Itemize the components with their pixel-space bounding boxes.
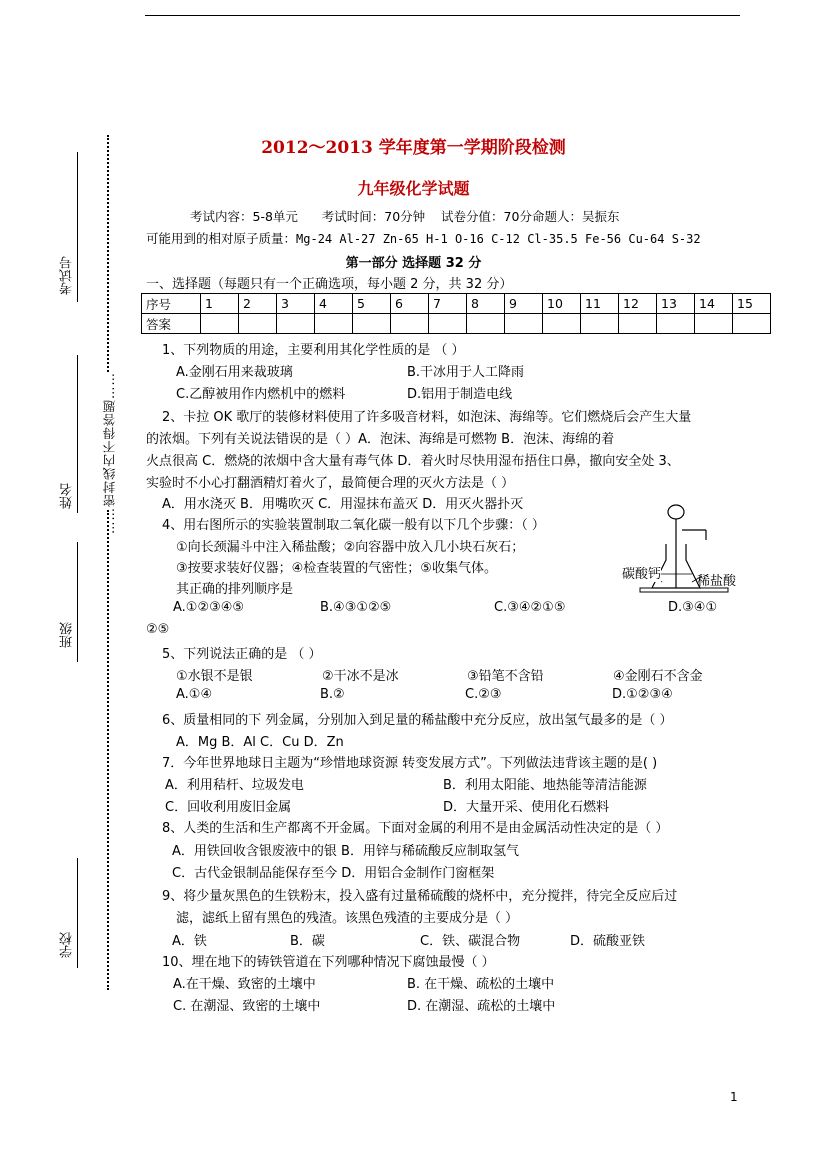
question-number: 15 xyxy=(733,294,771,314)
question-number: 4 xyxy=(315,294,353,314)
option: D.①②③④ xyxy=(612,687,673,702)
seal-dotted-line-bottom xyxy=(107,510,109,990)
question-4-text: ③按要求装好仪器；④检查装置的气密性；⑤收集气体。 xyxy=(176,561,497,576)
answer-cell[interactable] xyxy=(315,314,353,334)
question-3-stem: 实验时不小心打翻酒精灯着火了，最简便合理的灭火方法是（ ） xyxy=(146,476,515,491)
exam-number-label: 考试号 xyxy=(60,256,75,295)
option: B.② xyxy=(320,687,345,702)
question-number: 7 xyxy=(429,294,467,314)
question-5-stem: 5、下列说法正确的是 （ ） xyxy=(162,647,322,662)
question-4-text: 其正确的排列顺序是 xyxy=(176,582,294,597)
answer-cell[interactable] xyxy=(467,314,505,334)
answer-cell[interactable] xyxy=(695,314,733,334)
question-8-stem: 8、人类的生活和生产都离不开金属。下面对金属的利用不是由金属活动性决定的是（ ） xyxy=(162,821,669,836)
class-line[interactable] xyxy=(77,542,78,662)
school-line[interactable] xyxy=(77,858,78,968)
option: B.干冰用于人工降雨 xyxy=(407,365,525,380)
exam-subtitle: 九年级化学试题 xyxy=(357,179,470,198)
question-8-options: A．用铁回收含银废液中的银 B．用锌与稀硫酸反应制取氢气 xyxy=(172,844,519,859)
class-label: 班级 xyxy=(60,622,75,648)
answer-cell[interactable] xyxy=(353,314,391,334)
question-4-stem: 4、用右图所示的实验装置制取二氧化碳一般有以下几个步骤：（ ） xyxy=(162,518,545,533)
question-2-text: 的浓烟。下列有关说法错误的是（ ）A．泡沫、海绵是可燃物 B．泡沫、海绵的着 xyxy=(146,432,615,447)
exam-info: 考试内容：5-8单元 考试时间：70分钟 试卷分值：70分命题人：吴振东 xyxy=(190,209,620,224)
option: D. 在潮湿、疏松的土壤中 xyxy=(407,999,556,1014)
option: C.③④②①⑤ xyxy=(494,600,566,615)
question-3-options: A．用水浇灭 B．用嘴吹灭 C．用湿抹布盖灭 D．用灭火器扑灭 xyxy=(162,497,524,512)
option: B．利用太阳能、地热能等清洁能源 xyxy=(443,778,647,793)
option: B. 在干燥、疏松的土壤中 xyxy=(407,977,555,992)
question-1-stem: 1、下列物质的用途，主要利用其化学性质的是 （ ） xyxy=(162,343,465,358)
option: A.①②③④⑤ xyxy=(173,600,245,615)
option: B.④③①②⑤ xyxy=(320,600,392,615)
option: A.在干燥、致密的土壤中 xyxy=(173,977,316,992)
answer-table-answer-row xyxy=(142,314,771,334)
answer-cell[interactable] xyxy=(657,314,695,334)
question-8-options: C．古代金银制品能保存至今 D．用铝合金制作门窗框架 xyxy=(172,866,495,881)
atomic-masses-label: 可能用到的相对原子质量： xyxy=(146,231,297,246)
header-rule xyxy=(145,15,740,16)
answer-cell[interactable] xyxy=(505,314,543,334)
question-number: 13 xyxy=(657,294,695,314)
question-number: 12 xyxy=(619,294,657,314)
option: C.②③ xyxy=(465,687,502,702)
question-2-text: 火点很高 C．燃烧的浓烟中含大量有毒气体 D．着火时尽快用湿布捂住口鼻，撤向安全处 3、 xyxy=(146,454,680,469)
statement: ③铅笔不含铅 xyxy=(467,669,544,684)
statement: ②干冰不是冰 xyxy=(322,669,399,684)
option: C. 在潮湿、致密的土壤中 xyxy=(173,999,321,1014)
section-heading: 一、选择题（每题只有一个正确选项，每小题 2 分，共 32 分） xyxy=(146,277,513,292)
question-number: 9 xyxy=(505,294,543,314)
option: C.乙醇被用作内燃机中的燃料 xyxy=(176,387,346,402)
answer-cell[interactable] xyxy=(391,314,429,334)
exam-number-line[interactable] xyxy=(77,152,78,302)
atomic-masses xyxy=(146,229,701,247)
option: A．利用秸杆、垃圾发电 xyxy=(165,778,304,793)
question-7-stem: 7．今年世界地球日主题为“珍惜地球资源 转变发展方式”。下列做法违背该主题的是( ) xyxy=(162,756,658,771)
question-number: 10 xyxy=(543,294,581,314)
question-number: 3 xyxy=(277,294,315,314)
option: B．碳 xyxy=(290,934,325,949)
option: C．回收利用废旧金属 xyxy=(165,800,292,815)
option: C．铁、碳混合物 xyxy=(420,934,521,949)
option: D．大量开采、使用化石燃料 xyxy=(443,800,610,815)
question-number: 11 xyxy=(581,294,619,314)
statement: ①水银不是银 xyxy=(176,669,253,684)
page-number: 1 xyxy=(730,1090,738,1104)
part-heading: 第一部分 选择题 32 分 xyxy=(345,256,482,271)
question-9-text: 滤，滤纸上留有黑色的残渣。该黑色残渣的主要成分是（ ） xyxy=(176,911,519,926)
answer-table-number-row xyxy=(142,294,771,314)
option: A.①④ xyxy=(176,687,213,702)
figure-label-hydrochloric-acid: 稀盐酸 xyxy=(697,574,737,589)
answer-table-header: 答案 xyxy=(142,314,201,334)
option: ②⑤ xyxy=(146,622,170,637)
name-label: 姓名 xyxy=(60,483,75,509)
answer-cell[interactable] xyxy=(619,314,657,334)
question-number: 6 xyxy=(391,294,429,314)
figure-label-calcium-carbonate: 碳酸钙 xyxy=(622,563,661,582)
question-number: 14 xyxy=(695,294,733,314)
name-line[interactable] xyxy=(77,355,78,513)
question-6-options: A．Mg B．Al C．Cu D．Zn xyxy=(176,735,344,750)
seal-notice: ……密封线内不得答题…… xyxy=(102,372,117,534)
answer-cell[interactable] xyxy=(429,314,467,334)
option: D.③④① xyxy=(668,600,718,615)
answer-table xyxy=(141,293,771,334)
question-6-stem: 6、质量相同的下 列金属，分别加入到足量的稀盐酸中充分反应，放出氢气最多的是（ ） xyxy=(162,713,673,728)
answer-cell[interactable] xyxy=(581,314,619,334)
seal-dotted-line-top xyxy=(107,135,109,372)
question-number: 2 xyxy=(239,294,277,314)
question-9-stem: 9、将少量灰黑色的生铁粉末，投入盛有过量稀硫酸的烧杯中，充分搅拌，待完全反应后过 xyxy=(162,889,678,904)
answer-cell[interactable] xyxy=(239,314,277,334)
question-number: 8 xyxy=(467,294,505,314)
school-label: 学校 xyxy=(60,932,75,958)
question-number: 5 xyxy=(353,294,391,314)
question-4-text: ①向长颈漏斗中注入稀盐酸；②向容器中放入几小块石灰石； xyxy=(176,540,525,555)
option: D.铝用于制造电线 xyxy=(407,387,513,402)
question-2-stem: 2、卡拉 OK 歌厅的装修材料使用了许多吸音材料，如泡沫、海绵等。它们燃烧后会产生大量 xyxy=(162,410,692,425)
question-number: 1 xyxy=(201,294,239,314)
answer-cell[interactable] xyxy=(201,314,239,334)
question-10-stem: 10、埋在地下的铸铁管道在下列哪种情况下腐蚀最慢（ ） xyxy=(162,955,495,970)
answer-cell[interactable] xyxy=(277,314,315,334)
option: A.金刚石用来裁玻璃 xyxy=(176,365,293,380)
atomic-masses-values: Mg-24 Al-27 Zn-65 H-1 O-16 C-12 Cl-35.5 Fe-56 Cu-64 S-32 xyxy=(296,232,701,246)
exam-title: 2012～2013 学年度第一学期阶段检测 xyxy=(261,138,566,158)
statement: ④金刚石不含金 xyxy=(613,669,703,684)
answer-table-header: 序号 xyxy=(142,294,201,314)
answer-cell[interactable] xyxy=(543,314,581,334)
option: D．硫酸亚铁 xyxy=(570,934,646,949)
option: A．铁 xyxy=(172,934,207,949)
answer-cell[interactable] xyxy=(733,314,771,334)
